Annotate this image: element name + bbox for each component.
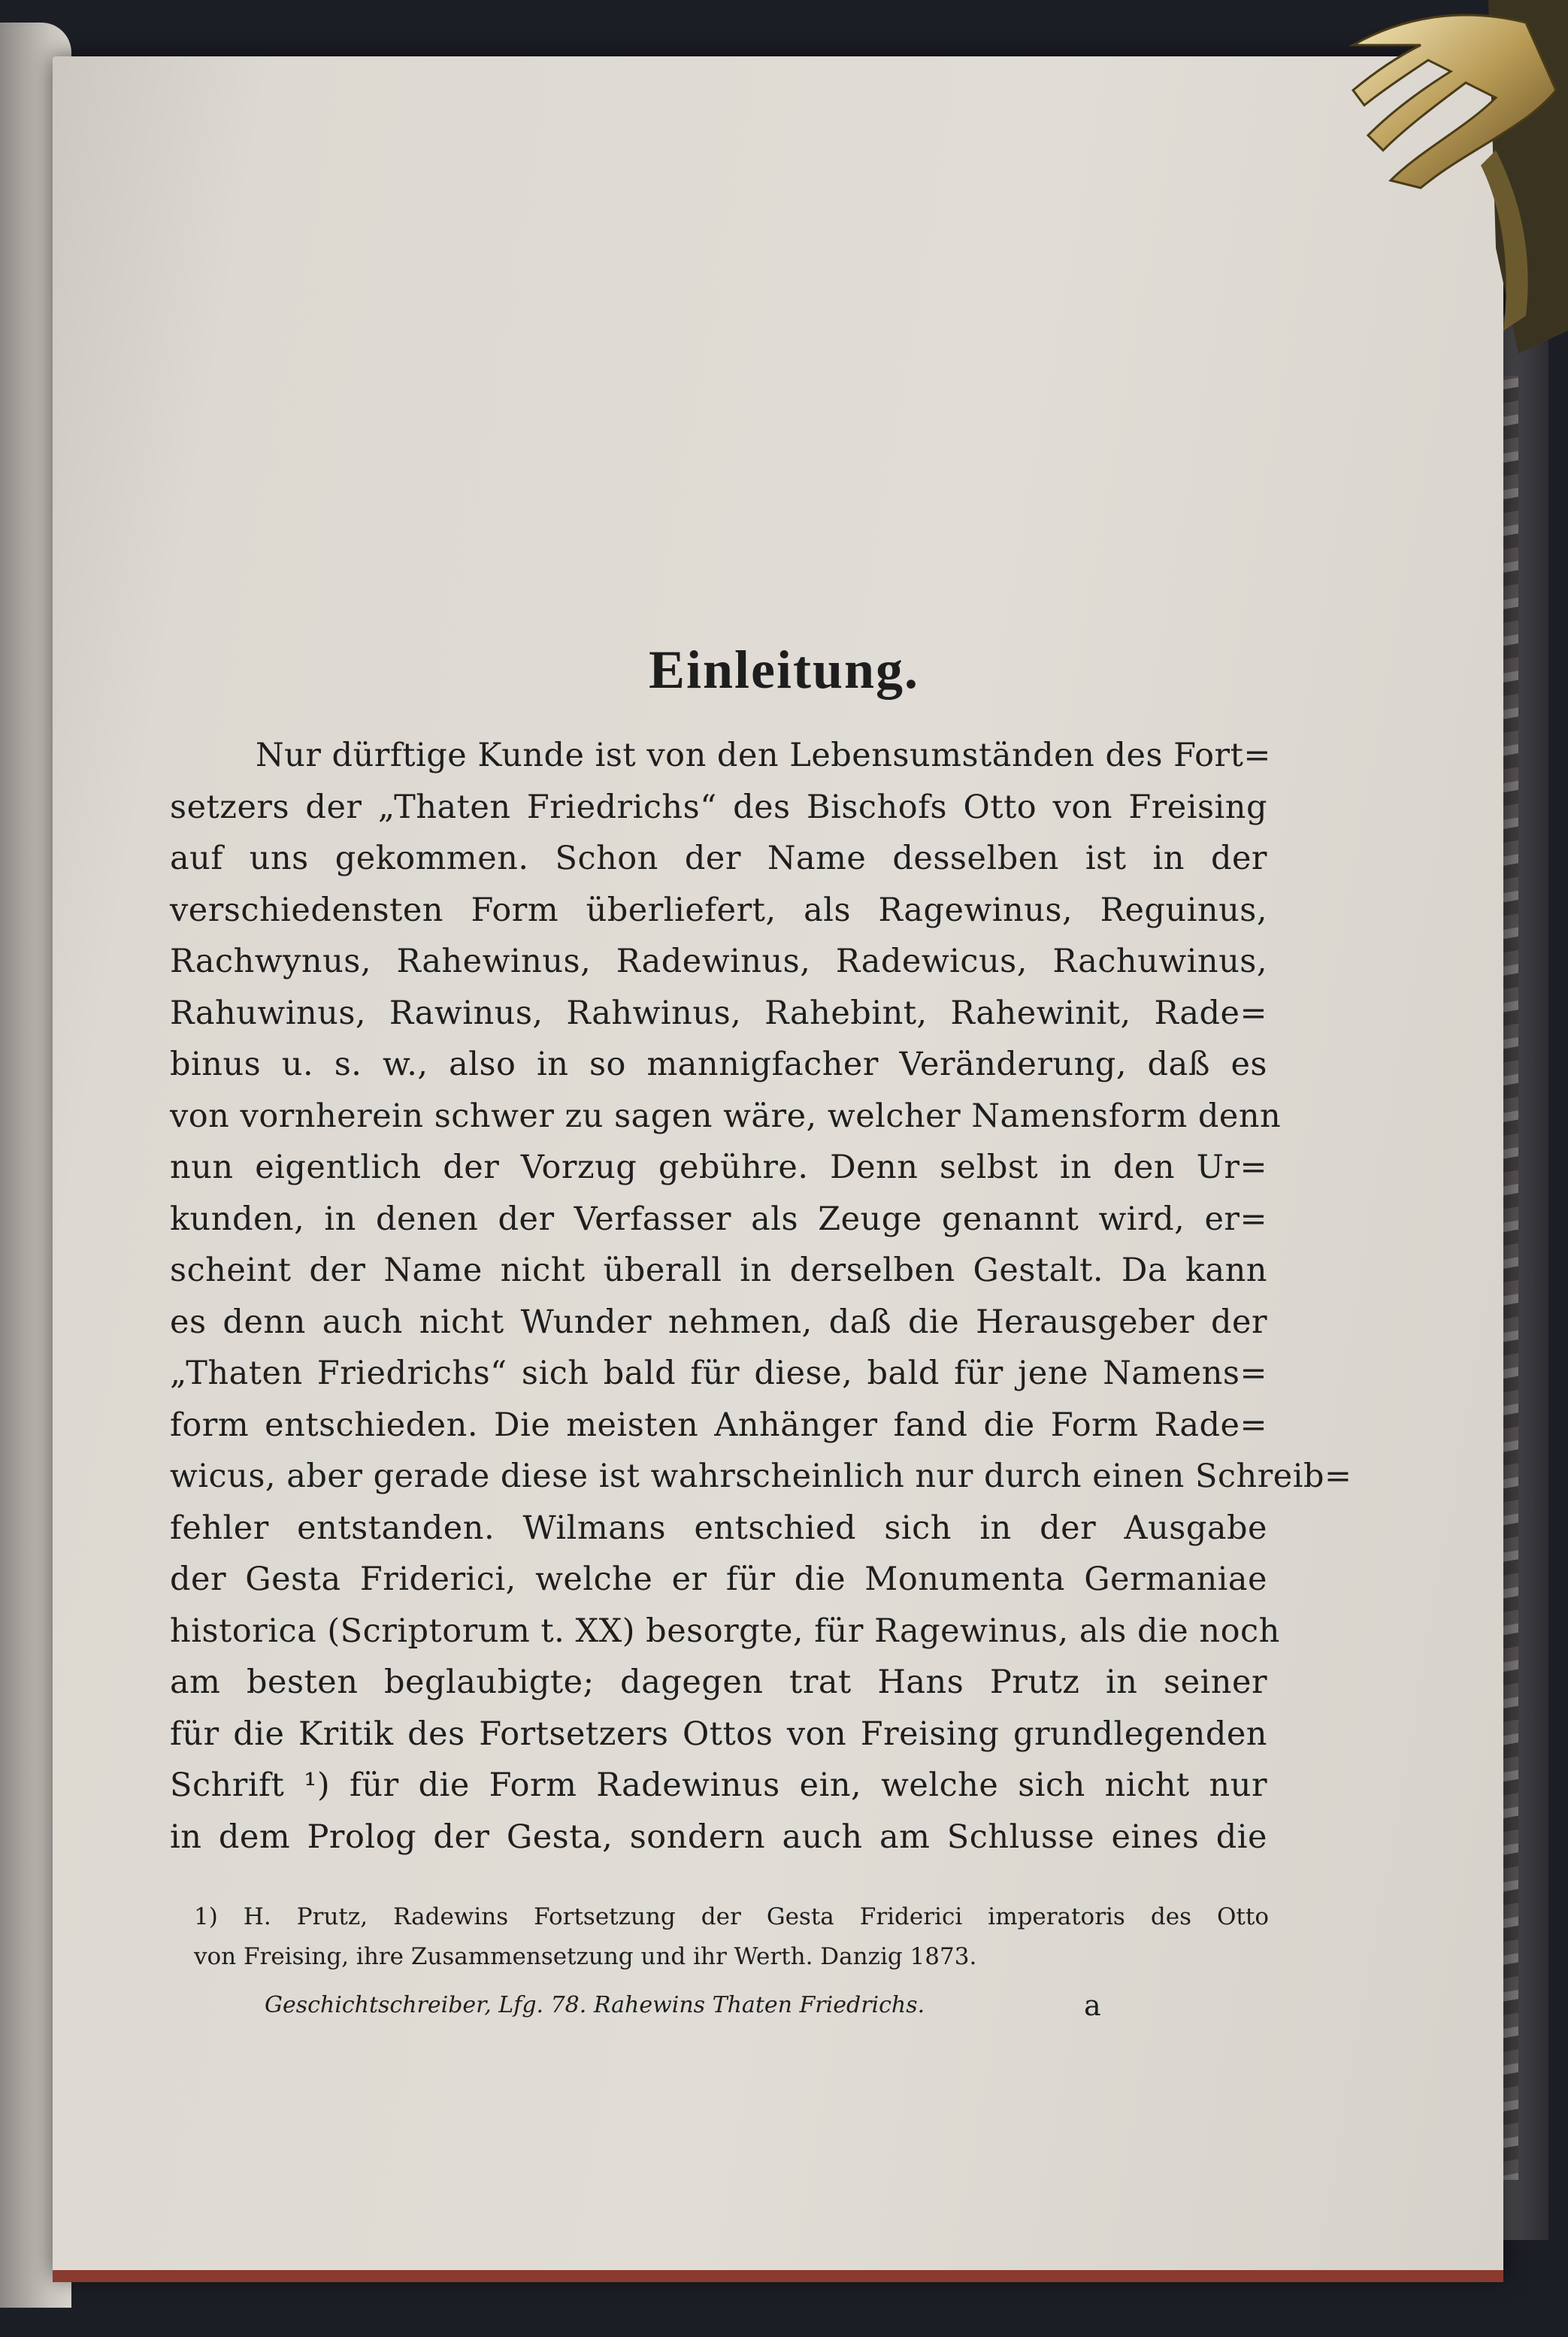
body-line: form entschieden. Die meisten Anhänger fand die Form Rade= (170, 1406, 1267, 1444)
body-line: fehler entstanden. Wilmans entschied sich in der Ausgabe (170, 1509, 1267, 1547)
body-line: von vornherein schwer zu sagen wäre, welcher Namensform denn (170, 1097, 1282, 1135)
body-line: setzers der „Thaten Friedrichs“ des Bischofs Otto von Freising (170, 788, 1267, 826)
body-line: Rachwynus, Rahewinus, Radewinus, Radewicus, Rachuwinus, (170, 943, 1267, 980)
fork-page-weight-icon (1240, 0, 1568, 353)
body-line: kunden, in denen der Verfasser als Zeuge genannt wird, er= (170, 1200, 1267, 1238)
sheet-mark: a (1084, 1989, 1101, 2022)
body-line: es denn auch nicht Wunder nehmen, daß die Herausgeber der (170, 1303, 1267, 1341)
body-line: Rahuwinus, Rawinus, Rahwinus, Rahebint, Rahewinit, Rade= (170, 994, 1267, 1032)
page-title: Einleitung. (648, 640, 920, 700)
body-line: scheint der Name nicht überall in derselben Gestalt. Da kann (170, 1252, 1267, 1289)
footnote-line: 1) H. Prutz, Radewins Fortsetzung der Gesta Friderici imperatoris des Otto (194, 1903, 1269, 1930)
body-line: nun eigentlich der Vorzug gebühre. Denn selbst in den Ur= (170, 1149, 1267, 1186)
body-line: historica (Scriptorum t. XX) besorgte, für Ragewinus, als die noch (170, 1612, 1280, 1650)
body-line: wicus, aber gerade diese ist wahrscheinlich nur durch einen Schreib= (170, 1458, 1352, 1495)
body-line: binus u. s. w., also in so mannigfacher Veränderung, daß es (170, 1046, 1267, 1083)
body-line: verschiedensten Form überliefert, als Ragewinus, Reguinus, (170, 891, 1267, 929)
body-line: am besten beglaubigte; dagegen trat Hans Prutz in seiner (170, 1663, 1267, 1701)
body-line: Schrift ¹) für die Form Radewinus ein, welche sich nicht nur (170, 1766, 1267, 1804)
body-line: für die Kritik des Fortsetzers Ottos von Freising grundlegenden (170, 1715, 1267, 1753)
body-line: der Gesta Friderici, welche er für die Monumenta Germaniae (170, 1561, 1267, 1598)
red-page-edge (53, 2270, 1503, 2282)
body-line: in dem Prolog der Gesta, sondern auch am Schlusse eines die (170, 1818, 1267, 1856)
body-line: Nur dürftige Kunde ist von den Lebensumständen des Fort= (256, 737, 1271, 774)
signature-line: Geschichtschreiber, Lfg. 78. Rahewins Thaten Friedrichs. (265, 1992, 925, 2018)
body-line: auf uns gekommen. Schon der Name desselben ist in der (170, 840, 1267, 877)
footnote-line: von Freising, ihre Zusammensetzung und ihr Werth. Danzig 1873. (194, 1943, 977, 1970)
body-line: „Thaten Friedrichs“ sich bald für diese, bald für jene Namens= (170, 1355, 1267, 1392)
